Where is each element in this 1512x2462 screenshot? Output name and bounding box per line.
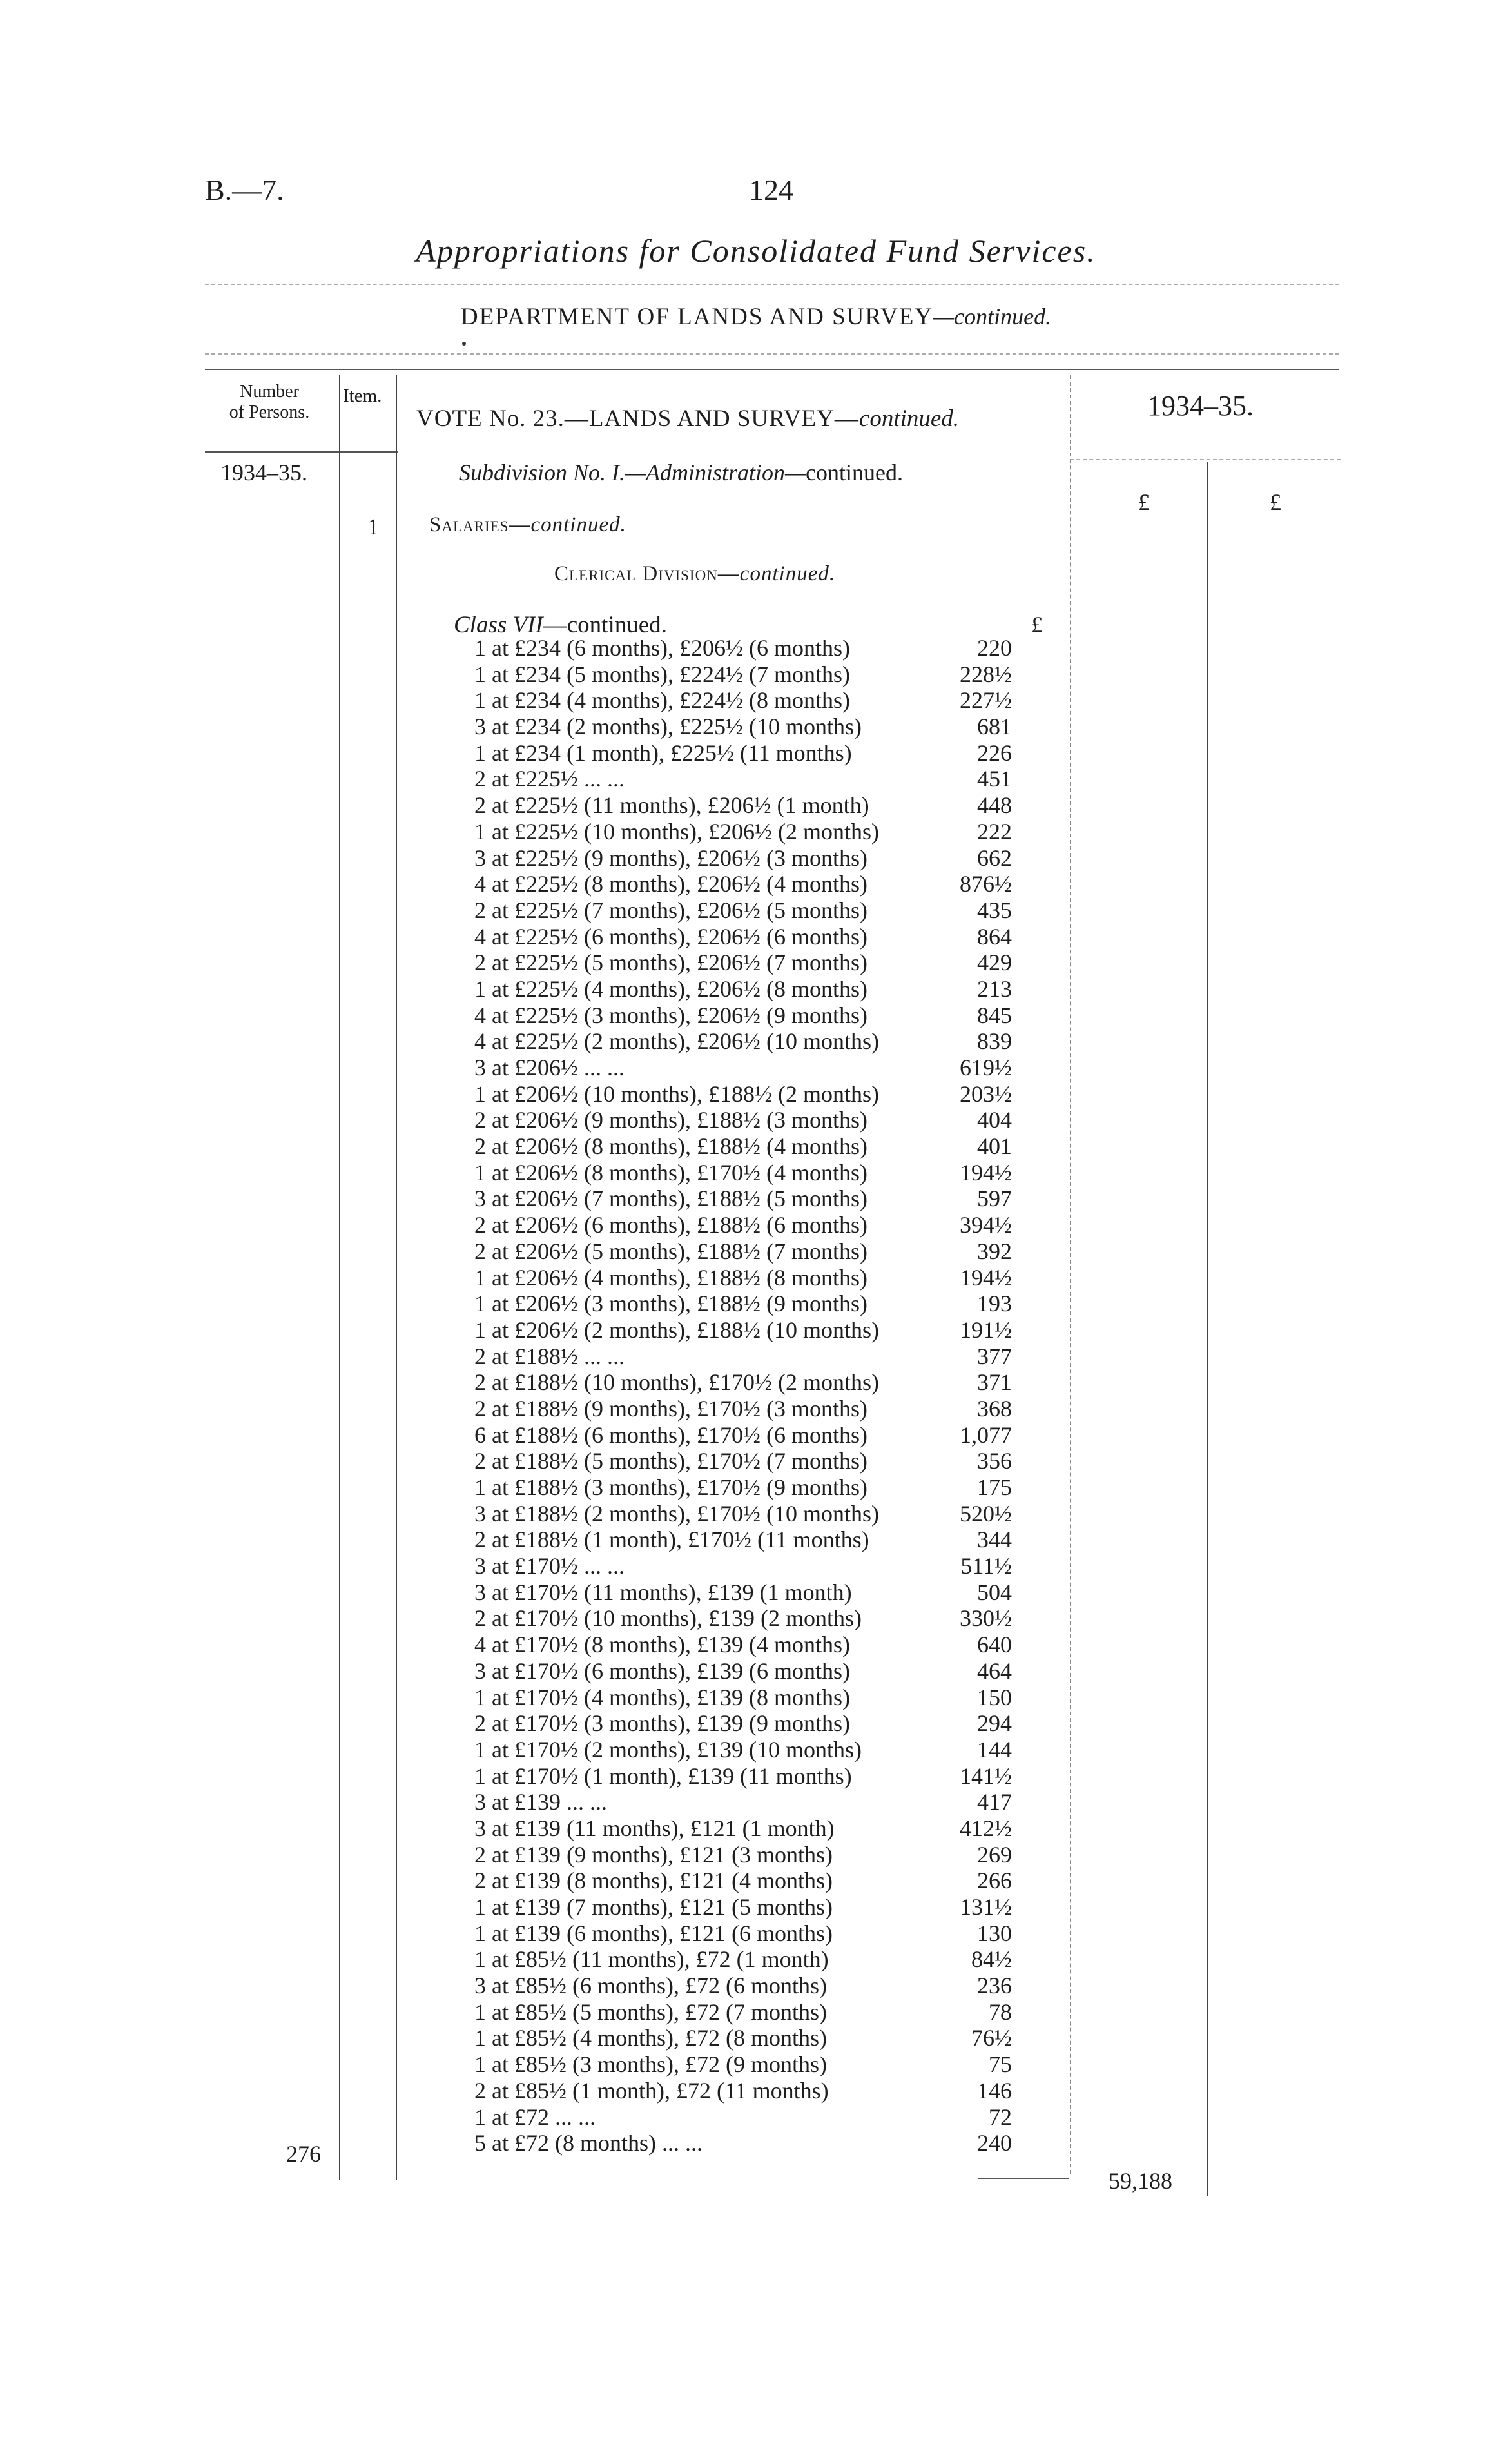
row-description: 1 at £139 (6 months), £121 (6 months)	[474, 1920, 833, 1946]
row-description: 4 at £170½ (8 months), £139 (4 months)	[474, 1632, 850, 1658]
persons-header-line1: Number	[240, 382, 299, 402]
row-amount: 226	[977, 739, 1012, 766]
row-amount: 464	[977, 1657, 1012, 1684]
row-amount: 344	[977, 1527, 1012, 1553]
salaries-heading	[429, 513, 626, 537]
row-amount: 371	[977, 1369, 1012, 1396]
row-description: 3 at £170½ ... ...	[474, 1553, 625, 1579]
row-description: 2 at £206½ (5 months), £188½ (7 months)	[474, 1238, 867, 1264]
row-amount: 191½	[960, 1316, 1012, 1343]
row-amount: 220	[977, 635, 1012, 661]
row-amount: 377	[977, 1343, 1012, 1369]
row-description: 6 at £188½ (6 months), £170½ (6 months)	[474, 1422, 867, 1448]
row-amount: 448	[977, 792, 1012, 819]
row-amount: 72	[989, 2104, 1012, 2130]
page-reference: B.—7.	[205, 173, 284, 206]
row-amount: 76½	[971, 2025, 1012, 2051]
division-heading	[554, 562, 835, 586]
row-amount: 401	[977, 1133, 1012, 1160]
row-description: 2 at £188½ (1 month), £170½ (11 months)	[474, 1527, 869, 1553]
row-description: 3 at £234 (2 months), £225½ (10 months)	[474, 714, 862, 740]
row-amount: 839	[977, 1028, 1012, 1055]
vote-title-suffix: continued.	[858, 405, 960, 432]
row-amount: 330½	[960, 1605, 1012, 1632]
row-description: 1 at £170½ (2 months), £139 (10 months)	[474, 1736, 862, 1763]
row-description: 3 at £170½ (11 months), £139 (1 month)	[474, 1579, 852, 1605]
department-suffix: —continued.	[933, 304, 1052, 329]
row-description: 1 at £139 (7 months), £121 (5 months)	[474, 1894, 833, 1920]
table-top-rule	[205, 369, 1339, 370]
persons-header-line2: of Persons.	[229, 402, 310, 422]
row-amount: 141½	[960, 1763, 1012, 1789]
row-description: 2 at £170½ (3 months), £139 (9 months)	[474, 1710, 850, 1737]
subdivision-heading	[459, 459, 903, 486]
row-description: 2 at £188½ (5 months), £170½ (7 months)	[474, 1448, 867, 1474]
row-description: 1 at £72 ... ...	[474, 2104, 596, 2130]
class-suffix: —continued.	[543, 612, 667, 638]
row-amount: 131½	[960, 1894, 1012, 1920]
row-description: 2 at £225½ (5 months), £206½ (7 months)	[474, 950, 867, 976]
item-column-header: Item.	[343, 386, 382, 406]
row-amount: 150	[977, 1684, 1012, 1710]
row-description: 3 at £206½ (7 months), £188½ (5 months)	[474, 1186, 867, 1212]
row-amount: 417	[977, 1789, 1012, 1815]
row-amount: 240	[977, 2130, 1012, 2156]
page-title: Appropriations for Consolidated Fund Services.	[416, 233, 1096, 269]
vote-title-text: VOTE No. 23.—LANDS AND SURVEY—	[416, 405, 859, 432]
row-amount: 213	[977, 975, 1012, 1002]
row-description: 4 at £225½ (6 months), £206½ (6 months)	[474, 923, 867, 950]
row-amount: 227½	[960, 687, 1012, 714]
salaries-suffix: continued.	[530, 513, 626, 536]
row-description: 1 at £206½ (4 months), £188½ (8 months)	[474, 1264, 867, 1291]
title-rule	[205, 284, 1339, 285]
row-description: 1 at £234 (5 months), £224½ (7 months)	[474, 661, 850, 687]
row-amount: 619½	[960, 1055, 1012, 1080]
item-column-divider	[396, 375, 397, 2180]
page-number: 124	[749, 173, 793, 206]
row-description: 1 at £234 (4 months), £224½ (8 months)	[474, 687, 850, 714]
row-description: 2 at £206½ (6 months), £188½ (6 months)	[474, 1212, 867, 1238]
row-amount: 412½	[960, 1815, 1012, 1841]
row-amount: 203½	[960, 1080, 1012, 1107]
class-currency-symbol: £	[1031, 612, 1043, 638]
row-description: 1 at £170½ (4 months), £139 (8 months)	[474, 1684, 850, 1710]
row-amount: 194½	[960, 1159, 1012, 1186]
row-description: 1 at £170½ (1 month), £139 (11 months)	[474, 1763, 852, 1789]
row-amount: 193	[977, 1291, 1012, 1317]
row-description: 2 at £188½ (10 months), £170½ (2 months)	[474, 1369, 879, 1396]
row-description: 4 at £225½ (8 months), £206½ (4 months)	[474, 871, 867, 897]
row-description: 1 at £234 (1 month), £225½ (11 months)	[474, 739, 852, 766]
row-amount: 640	[977, 1632, 1012, 1658]
row-amount: 1,077	[960, 1422, 1012, 1448]
row-description: 2 at £225½ ... ...	[474, 766, 625, 792]
row-amount: 845	[977, 1002, 1012, 1028]
amount-column-divider	[1070, 375, 1071, 2174]
header-bottom-rule-right	[1070, 459, 1341, 460]
row-description: 2 at £225½ (11 months), £206½ (1 month)	[474, 792, 869, 819]
row-amount: 266	[977, 1868, 1012, 1894]
class-label: Class VII	[454, 612, 543, 638]
row-description: 1 at £85½ (4 months), £72 (8 months)	[474, 2025, 827, 2051]
row-description: 1 at £225½ (10 months), £206½ (2 months)	[474, 818, 879, 845]
row-description: 2 at £206½ (9 months), £188½ (3 months)	[474, 1107, 867, 1133]
row-amount: 175	[977, 1474, 1012, 1500]
row-description: 3 at £139 (11 months), £121 (1 month)	[474, 1815, 835, 1841]
currency-symbol-right: £	[1270, 489, 1281, 515]
row-amount: 228½	[960, 661, 1012, 687]
row-description: 1 at £206½ (10 months), £188½ (2 months)	[474, 1080, 879, 1107]
row-amount: 520½	[960, 1500, 1012, 1527]
row-description: 2 at £139 (9 months), £121 (3 months)	[474, 1841, 833, 1868]
row-description: 5 at £72 (8 months) ... ...	[474, 2130, 703, 2156]
row-description: 3 at £170½ (6 months), £139 (6 months)	[474, 1657, 850, 1684]
row-description: 4 at £225½ (3 months), £206½ (9 months)	[474, 1002, 867, 1028]
row-description: 2 at £85½ (1 month), £72 (11 months)	[474, 2077, 829, 2104]
grand-total: 59,188	[1109, 2168, 1172, 2194]
row-amount: 876½	[960, 871, 1012, 897]
row-description: 3 at £206½ ... ...	[474, 1055, 625, 1080]
persons-column-header	[205, 382, 334, 423]
row-amount: 511½	[960, 1553, 1012, 1579]
row-description: 1 at £225½ (4 months), £206½ (8 months)	[474, 975, 867, 1002]
row-description: 2 at £139 (8 months), £121 (4 months)	[474, 1868, 833, 1894]
row-description: 2 at £170½ (10 months), £139 (2 months)	[474, 1605, 862, 1632]
row-description: 3 at £139 ... ...	[474, 1789, 607, 1815]
row-description: 4 at £225½ (2 months), £206½ (10 months)	[474, 1028, 879, 1055]
row-amount: 222	[977, 818, 1012, 845]
subdivision-name: Subdivision No. I.—Administration—	[459, 460, 806, 485]
currency-symbol-left: £	[1138, 489, 1150, 515]
row-amount: 864	[977, 923, 1012, 950]
row-amount: 356	[977, 1448, 1012, 1474]
row-amount: 662	[977, 845, 1012, 871]
row-description: 1 at £85½ (5 months), £72 (7 months)	[474, 1998, 827, 2025]
row-amount: 78	[989, 1998, 1012, 2025]
header-bottom-rule-left	[205, 451, 398, 453]
row-amount: 294	[977, 1710, 1012, 1737]
division-suffix: continued.	[739, 562, 836, 585]
row-amount: 368	[977, 1395, 1012, 1422]
subtotal-column-divider	[1207, 462, 1208, 2196]
row-amount: 435	[977, 897, 1012, 923]
row-amount: 504	[977, 1579, 1012, 1605]
row-description: 1 at £206½ (8 months), £170½ (4 months)	[474, 1159, 867, 1186]
row-description: 1 at £85½ (11 months), £72 (1 month)	[474, 1946, 829, 1973]
row-description: 3 at £85½ (6 months), £72 (6 months)	[474, 1973, 827, 1999]
row-amount: 394½	[960, 1212, 1012, 1238]
row-amount: 681	[977, 714, 1012, 740]
persons-total: 276	[286, 2141, 321, 2167]
subdivision-suffix: continued.	[806, 460, 903, 485]
total-rule	[978, 2178, 1069, 2179]
row-amount: 429	[977, 950, 1012, 976]
row-amount: 392	[977, 1238, 1012, 1264]
row-amount: 84½	[971, 1946, 1012, 1973]
row-description: 3 at £188½ (2 months), £170½ (10 months)	[474, 1500, 879, 1527]
item-number: 1	[367, 514, 379, 540]
row-amount: 194½	[960, 1264, 1012, 1291]
row-description: 2 at £206½ (8 months), £188½ (4 months)	[474, 1133, 867, 1160]
department-rule	[205, 353, 1339, 355]
row-description: 2 at £188½ (9 months), £170½ (3 months)	[474, 1395, 867, 1422]
vote-title	[416, 405, 959, 433]
row-amount: 146	[977, 2077, 1012, 2104]
row-description: 1 at £188½ (3 months), £170½ (9 months)	[474, 1474, 867, 1500]
row-amount: 75	[989, 2051, 1012, 2078]
row-amount: 144	[977, 1736, 1012, 1763]
row-amount: 236	[977, 1973, 1012, 1999]
row-description: 3 at £225½ (9 months), £206½ (3 months)	[474, 845, 867, 871]
row-amount: 130	[977, 1920, 1012, 1946]
department-name: DEPARTMENT OF LANDS AND SURVEY	[460, 304, 934, 330]
row-description: 1 at £206½ (2 months), £188½ (10 months)	[474, 1316, 879, 1343]
row-description: 2 at £188½ ... ...	[474, 1343, 625, 1369]
row-description: 1 at £234 (6 months), £206½ (6 months)	[474, 635, 850, 661]
row-amount: 597	[977, 1186, 1012, 1212]
row-description: 2 at £225½ (7 months), £206½ (5 months)	[474, 897, 867, 923]
department-heading	[0, 303, 1512, 331]
salaries-label: Salaries—	[429, 513, 531, 536]
ink-dot	[462, 342, 466, 346]
row-amount: 404	[977, 1107, 1012, 1133]
row-amount: 269	[977, 1841, 1012, 1868]
persons-year: 1934–35.	[220, 460, 307, 485]
row-description: 1 at £85½ (3 months), £72 (9 months)	[474, 2051, 827, 2078]
row-description: 1 at £206½ (3 months), £188½ (9 months)	[474, 1291, 867, 1317]
year-column-header: 1934–35.	[1147, 390, 1254, 422]
row-amount: 451	[977, 766, 1012, 792]
division-label: Clerical Division—	[554, 562, 740, 585]
persons-column-divider	[339, 375, 340, 2180]
